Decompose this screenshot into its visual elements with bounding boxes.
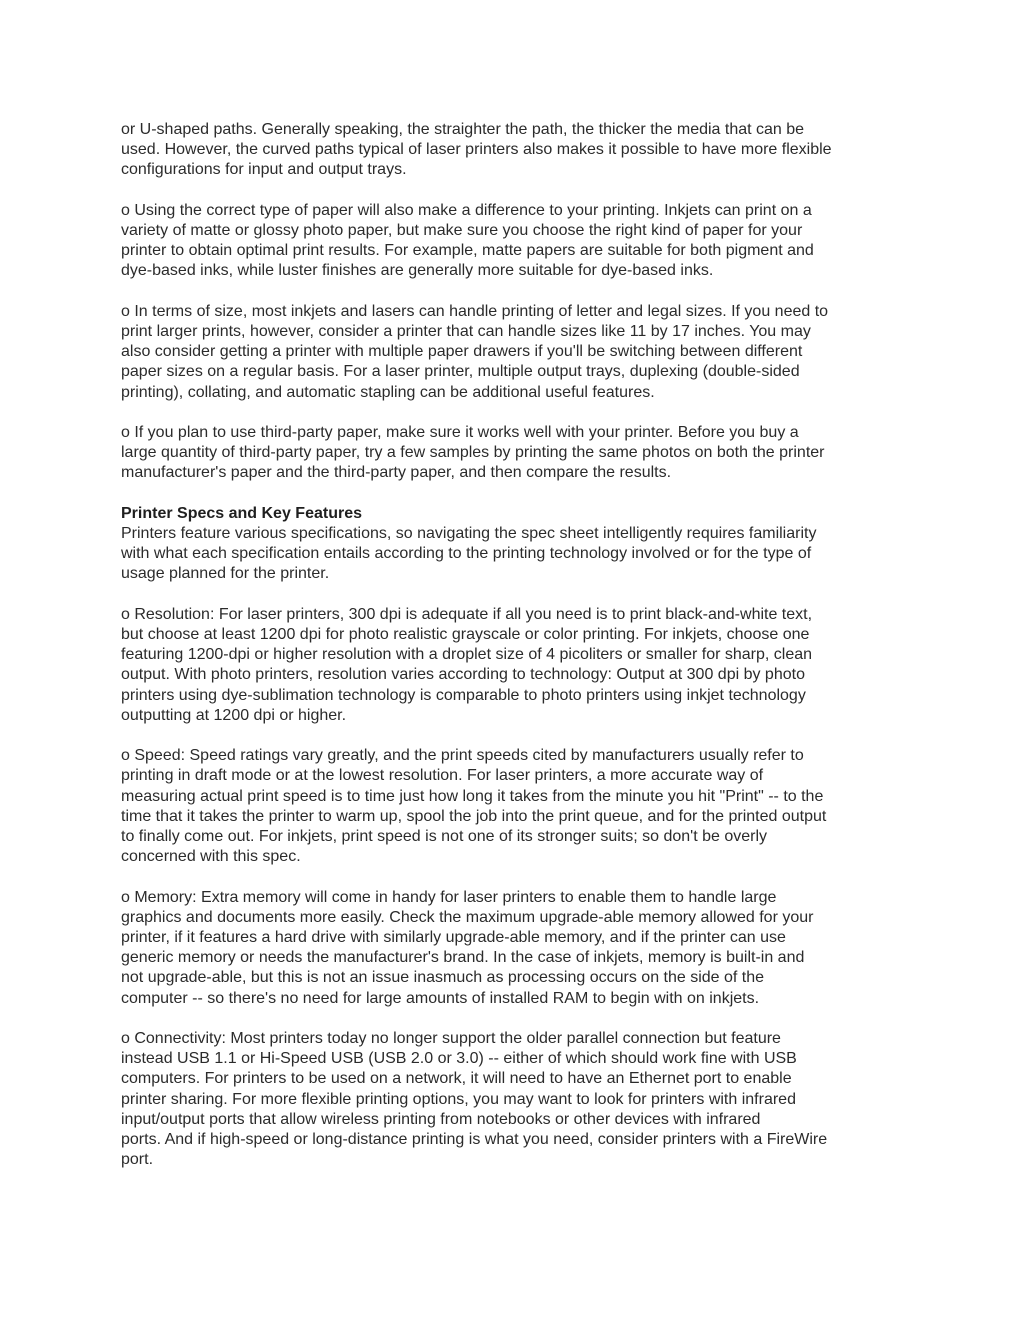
paragraph-paper-type: o Using the correct type of paper will also make a difference to your printing. Inkjets can print on a variety of matte or glossy photo paper, but make sure you choose the right kind of paper for your printer to obtain optimal print results. For example, matte papers are suitable for both pigment and dye-based inks, while luster finishes are generally more suitable for dye-based inks. [121,201,814,280]
paragraph-third-party-paper: o If you plan to use third-party paper, make sure it works well with your printer. Before you buy a large quantity of third-party paper, try a few samples by printing the same photos on both the printer manufacturer's paper and the third-party paper, and then compare the results. [121,424,825,482]
section-printer-specs [121,504,911,585]
section-heading: Printer Specs and Key Features [121,504,362,522]
section-intro: Printers feature various specifications, so navigating the spec sheet intelligently requires familiarity with what each specification entails according to the printing technology involved or for the type of usage planned for the printer. [121,525,817,583]
paragraph-paper-path: or U-shaped paths. Generally speaking, the straighter the path, the thicker the media that can be used. However, the curved paths typical of laser printers also makes it possible to have more flexible configurations for input and output trays. [121,121,832,179]
paragraph-resolution: o Resolution: For laser printers, 300 dpi is adequate if all you need is to print black-and-white text, but choose at least 1200 dpi for photo realistic grayscale or color printing. For inkjets, choose one featuring 1200-dpi or higher resolution with a droplet size of 4 picoliters or smaller for sharp, clean output. With photo printers, resolution varies according to technology: Output at 300 dpi by photo printers using dye-sublimation technology is comparable to photo printers using inkjet technology outputting at 1200 dpi or higher. [121,605,813,724]
paragraph-connectivity: o Connectivity: Most printers today no longer support the older parallel connection but feature instead USB 1.1 or Hi-Speed USB (USB 2.0 or 3.0) -- either of which should work fine with USB computers. For printers to be used on a network, it will need to have an Ethernet port to enable printer sharing. For more flexible printing options, you may want to look for printers with infrared input/output ports that allow wireless printing from notebooks or other devices with infrared ports. And if high-speed or long-distance printing is what you need, consider printers with a FireWire port. [121,1030,828,1169]
paragraph-paper-size: o In terms of size, most inkjets and lasers can handle printing of letter and legal sizes. If you need to print larger prints, however, consider a printer that can handle sizes like 11 by 17 inches. You may also consider getting a printer with multiple paper drawers if you'll be switching between different paper sizes on a regular basis. For a laser printer, multiple output trays, duplexing (double-sided printing), collating, and automatic stapling can be additional useful features. [121,302,829,401]
paragraph-speed: o Speed: Speed ratings vary greatly, and the print speeds cited by manufacturers usually refer to printing in draft mode or at the lowest resolution. For laser printers, a more accurate way of measuring actual print speed is to time just how long it takes from the minute you hit "Print" -- to the time that it takes the printer to warm up, spool the job into the print queue, and for the printed output to finally come out. For inkjets, print speed is not one of its stronger suits; so don't be overly concerned with this spec. [121,747,827,866]
document-page [121,120,911,1191]
paragraph-memory: o Memory: Extra memory will come in handy for laser printers to enable them to handle large graphics and documents more easily. Check the maximum upgrade-able memory allowed for your printer, if it features a hard drive with similarly upgrade-able memory, and if the printer can use generic memory or needs the manufacturer's brand. In the case of inkjets, memory is built-in and not upgrade-able, but this is not an issue inasmuch as processing occurs on the side of the computer -- so there's no need for large amounts of installed RAM to begin with on inkjets. [121,888,814,1007]
